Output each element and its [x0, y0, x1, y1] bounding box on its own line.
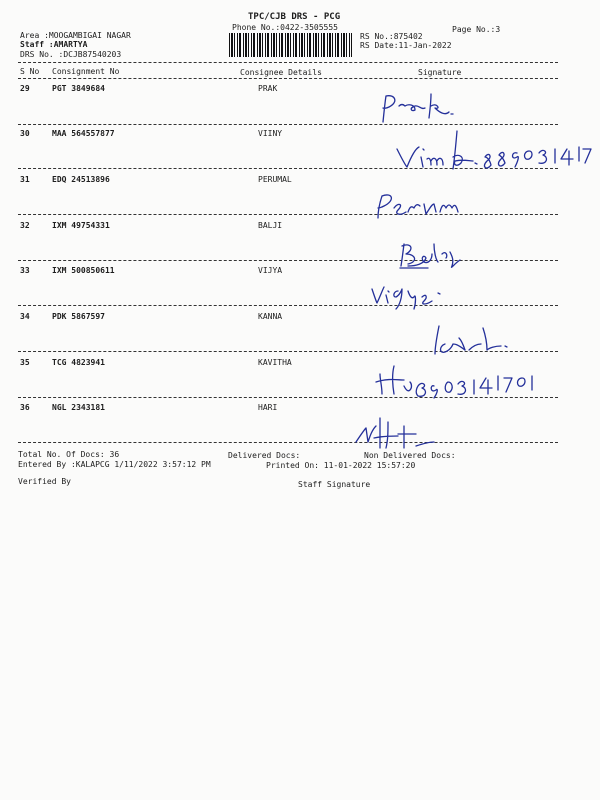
verified-by: Verified By: [18, 477, 71, 486]
area-label: Area :MOOGAMBIGAI NAGAR: [20, 31, 131, 40]
signature-perumal: [372, 190, 482, 222]
row-consignment: EDQ 24513896: [52, 175, 110, 184]
row-consignment: MAA 564557877: [52, 129, 115, 138]
column-header-signature: Signature: [418, 68, 462, 77]
row-consignment: PDK 5867597: [52, 312, 105, 321]
signature-balji: [398, 240, 508, 270]
delivered-docs: Delivered Docs:: [228, 451, 301, 460]
column-header-sno: S No: [20, 67, 40, 76]
table-row: [0, 221, 600, 241]
row-consignee: VIJYA: [258, 266, 283, 275]
signature-kanna: [425, 320, 525, 360]
row-consignee: PRAK: [258, 84, 278, 93]
staff-signature: Staff Signature: [298, 480, 371, 489]
table-row: [0, 266, 600, 286]
signature-kavitha: [374, 360, 554, 400]
document-title: TPC/CJB DRS - PCG: [248, 12, 341, 22]
signature-prak: [375, 92, 485, 127]
table-row: [0, 175, 600, 195]
barcode: [229, 33, 352, 57]
signature-viiny: [393, 127, 593, 175]
row-consignee: BALJI: [258, 221, 283, 230]
rs-number: RS No.:875402: [360, 32, 423, 41]
row-sno: 30: [20, 129, 30, 138]
row-consignee: HARI: [258, 403, 278, 412]
staff-label: Staff :AMARTYA: [20, 40, 88, 49]
total-docs: Total No. Of Docs: 36: [18, 450, 120, 459]
divider: [18, 442, 558, 443]
row-consignment: IXM 49754331: [52, 221, 110, 230]
row-consignee: PERUMAL: [258, 175, 292, 184]
row-consignment: NGL 2343181: [52, 403, 105, 412]
row-sno: 35: [20, 358, 30, 367]
column-header-consignment: Consignment No: [52, 67, 120, 76]
row-sno: 31: [20, 175, 30, 184]
table-row: [0, 403, 600, 423]
row-consignment: IXM 500850611: [52, 266, 115, 275]
row-consignee: KAVITHA: [258, 358, 292, 367]
signature-hari: [352, 412, 452, 452]
rs-date: RS Date:11-Jan-2022: [360, 41, 452, 50]
divider: [18, 62, 558, 63]
signature-vijya: [368, 281, 468, 311]
row-consignee: VIINY: [258, 129, 283, 138]
divider: [18, 78, 558, 79]
drs-number: DRS No. :DCJB87540203: [20, 50, 122, 59]
printed-on: Printed On: 11-01-2022 15:57:20: [266, 461, 416, 470]
row-sno: 34: [20, 312, 30, 321]
table-row: [0, 84, 600, 104]
non-delivered-docs: Non Delivered Docs:: [364, 451, 456, 460]
row-sno: 32: [20, 221, 30, 230]
row-sno: 29: [20, 84, 30, 93]
divider: [18, 305, 558, 306]
row-consignment: TCG 4823941: [52, 358, 105, 367]
row-consignee: KANNA: [258, 312, 283, 321]
row-sno: 33: [20, 266, 30, 275]
entered-by: Entered By :KALAPCG 1/11/2022 3:57:12 PM: [18, 460, 211, 469]
row-consignment: PGT 3849684: [52, 84, 105, 93]
column-header-consignee: Consignee Details: [240, 68, 322, 77]
phone-number: Phone No.:0422-3505555: [232, 23, 338, 32]
page-number: Page No.:3: [452, 25, 501, 34]
row-sno: 36: [20, 403, 30, 412]
